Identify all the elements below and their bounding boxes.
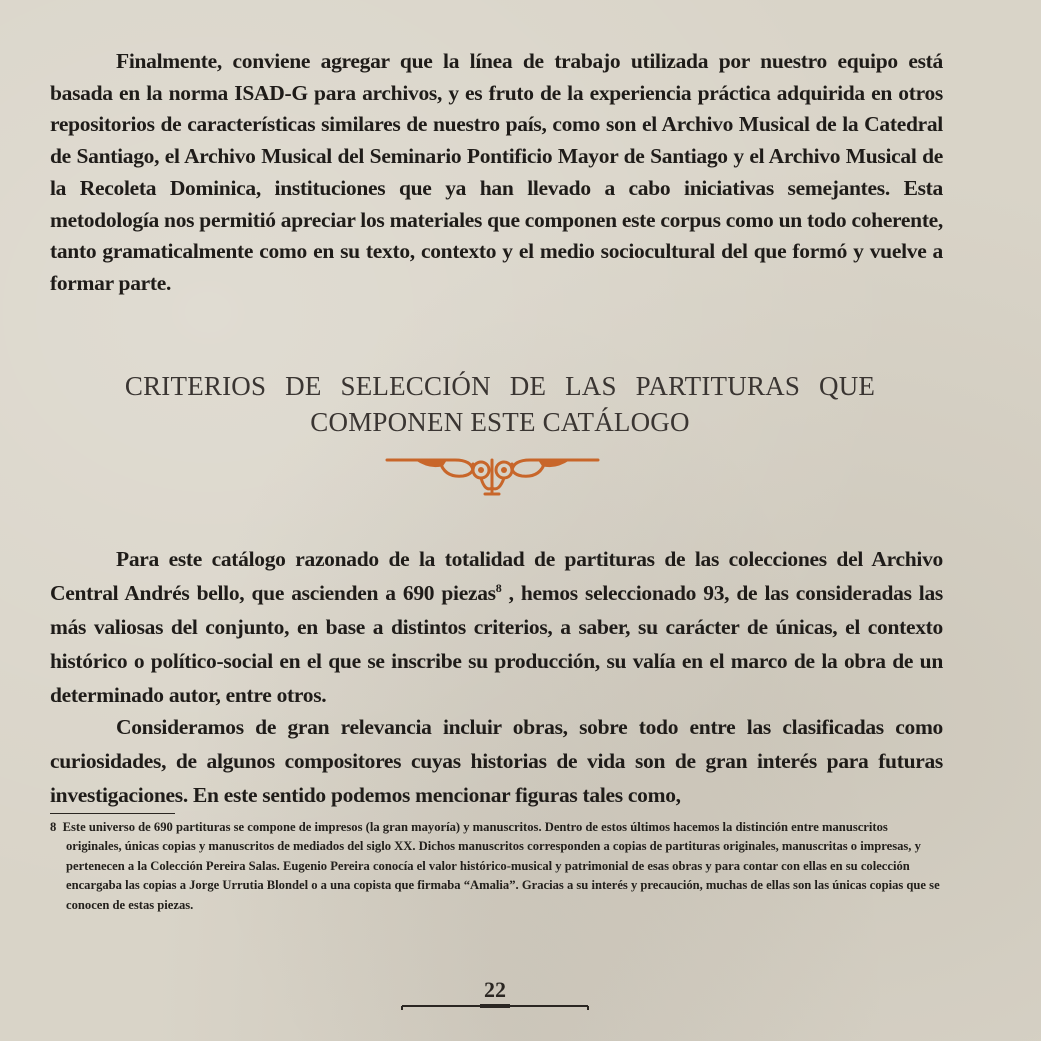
scroll-ornament-icon bbox=[385, 448, 600, 498]
page-number: 22 bbox=[484, 977, 506, 1002]
paragraph-text-before-note: Para este catálogo razonado de la totalidad de partituras de las colecciones del Archivo Central Andrés bello, que ascienden a 690 piezas bbox=[50, 547, 943, 605]
section-heading-line-1: CRITERIOS DE SELECCIÓN DE LAS PARTITURAS QUE bbox=[124, 371, 876, 401]
page-number-rule-icon bbox=[400, 1003, 590, 1013]
footnote-reference[interactable]: 8 bbox=[495, 580, 502, 595]
section-heading-line-2: COMPONEN ESTE CATÁLOGO bbox=[310, 407, 690, 437]
footnote-number: 8 bbox=[50, 820, 57, 834]
body-paragraph-methodology: Finalmente, conviene agregar que la línea de trabajo utilizada por nuestro equipo está basada en la norma ISAD-G para archivos, y es fruto de la experiencia práctica adquirida en otros repositorios de características similares de nuestro país, como son el Archivo Musical de la Catedral de Santiago, el Archivo Musical del Seminario Pontificio Mayor de Santiago y el Archivo Musical de la Recoleta Dominica, instituciones que ya han llevado a cabo iniciativas semejantes. Esta metodología nos permitió apreciar los materiales que componen este corpus como un todo coherente, tanto gramaticalmente como en su texto, contexto y el medio sociocultural del que formó y vuelve a formar parte. bbox=[50, 49, 943, 295]
paragraph-text-after-note: , hemos seleccionado 93, de las consideradas las más valiosas del conjunto, en base a distintos criterios, a saber, su carácter de únicas, el contexto histórico o político-social en el que se inscribe su producción, su valía en el marco de la obra de un determinado autor, entre otros. bbox=[50, 581, 944, 707]
footnote-divider bbox=[50, 813, 175, 814]
body-paragraph-relevance: Consideramos de gran relevancia incluir obras, sobre todo entre las clasificadas como curiosidades, de algunos compositores cuyas historias de vida son de gran interés para futuras investigaciones. En este sentido podemos mencionar figuras tales como, bbox=[50, 715, 943, 807]
footnote bbox=[50, 818, 946, 915]
footnote-text: Este universo de 690 partituras se compone de impresos (la gran mayoría) y manuscritos. Dentro de estos últimos hacemos la distinción entre manuscritos originales, únicas copias y manuscritos de mediados del siglo XX. Dichos manuscritos corresponden a copias de partituras originales, manuscritas o impresas, y pertenecen a la Colección Pereira Salas. Eugenio Pereira conocía el valor histórico-musical y patrimonial de esas obras y para contar con ellas en su colección encargaba las copias a Jorge Urrutia Blondel o a una copista que firmaba “Amalia”. Gracias a su interés y precaución, muchas de ellas son las únicas copias que se conocen de estas piezas. bbox=[62, 820, 940, 912]
section-heading bbox=[60, 368, 940, 440]
body-paragraph-selection bbox=[50, 542, 943, 712]
page-number-block bbox=[400, 975, 590, 1015]
